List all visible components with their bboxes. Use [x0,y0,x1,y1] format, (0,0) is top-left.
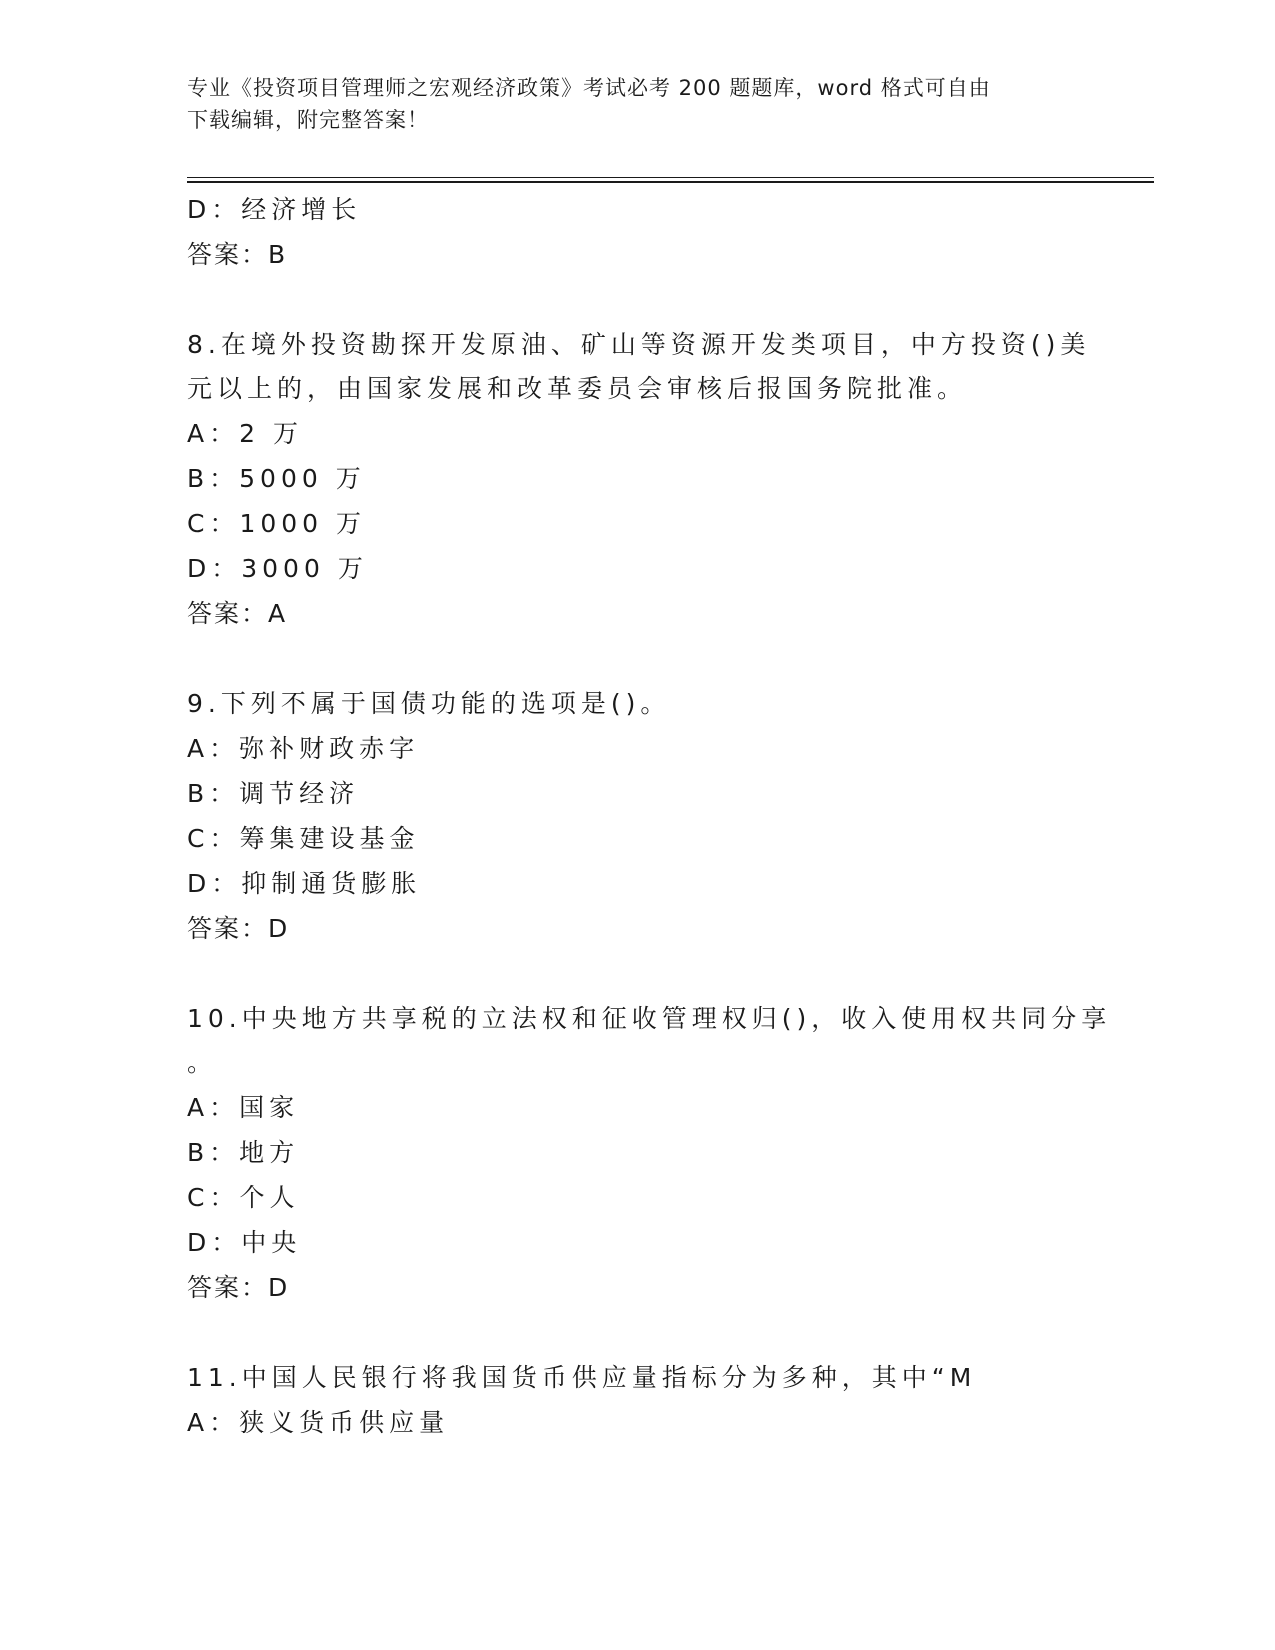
q8-option-d: D：3000 万 [187,554,368,583]
header-divider-thick [187,181,1154,183]
q7-option-d: D：经济增长 [187,195,362,224]
q8-answer: 答案：A [187,599,288,628]
q11-option-a: A：狭义货币供应量 [187,1408,450,1437]
q10-option-b: B：地方 [187,1138,300,1167]
header-divider-thin [187,177,1154,178]
q8-option-a: A：2 万 [187,419,303,448]
q10-stem-line-1: 10.中央地方共享税的立法权和征收管理权归()，收入使用权共同分享 [187,1004,1112,1033]
q7-answer: 答案：B [187,240,288,269]
q9-option-d: D：抑制通货膨胀 [187,869,422,898]
q9-stem: 9.下列不属于国债功能的选项是()。 [187,689,671,718]
q10-stem-line-2: 。 [187,1048,218,1077]
q9-option-a: A：弥补财政赤字 [187,734,420,763]
q10-answer: 答案：D [187,1273,290,1302]
q8-stem-line-1: 8.在境外投资勘探开发原油、矿山等资源开发类项目，中方投资()美 [187,330,1091,359]
q8-option-b: B：5000 万 [187,464,366,493]
header-line-1: 专业《投资项目管理师之宏观经济政策》考试必考 200 题题库，word 格式可自由 [187,76,991,100]
q9-option-b: B：调节经济 [187,779,360,808]
q10-option-a: A：国家 [187,1093,300,1122]
q8-stem-line-2: 元以上的，由国家发展和改革委员会审核后报国务院批准。 [187,374,968,403]
q11-stem: 11.中国人民银行将我国货币供应量指标分为多种，其中“M [187,1363,977,1392]
q10-option-d: D：中央 [187,1228,302,1257]
q10-option-c: C：个人 [187,1183,300,1212]
document-header [187,72,1067,136]
q8-option-c: C：1000 万 [187,509,367,538]
q9-option-c: C：筹集建设基金 [187,824,420,853]
header-line-2: 下载编辑，附完整答案！ [187,108,429,132]
q9-answer: 答案：D [187,914,290,943]
